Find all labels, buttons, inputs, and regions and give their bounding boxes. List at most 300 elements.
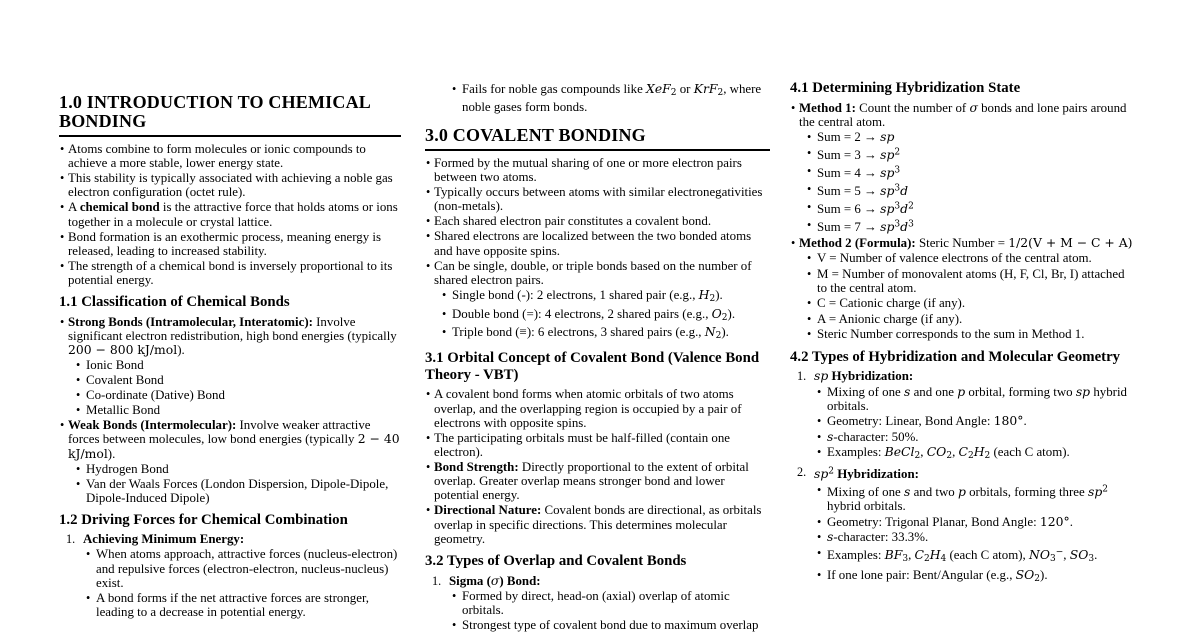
- bullet-item: [59, 358, 401, 372]
- bullet-marker: •: [60, 171, 65, 186]
- text-segment: Examples:: [827, 548, 885, 563]
- item-text: [827, 547, 1098, 565]
- text-segment: or: [676, 81, 694, 96]
- text-segment: Triple bond (≡): 6 electrons, 3 shared pairs (e.g.,: [452, 325, 705, 340]
- bullet-marker: •: [807, 327, 812, 342]
- text-segment: Directional Nature:: [434, 503, 542, 518]
- text-segment: 2: [715, 331, 722, 342]
- text-segment: 120°: [1039, 514, 1070, 529]
- bullet-marker: •: [426, 258, 431, 273]
- item-text: [86, 358, 144, 372]
- list: [59, 532, 401, 619]
- text-segment: -character: 33.3%.: [833, 530, 929, 545]
- item-text: [86, 403, 160, 417]
- item-text: [86, 388, 225, 402]
- bullet-marker: •: [426, 503, 431, 518]
- list: [425, 82, 770, 114]
- subsection-heading: [59, 294, 401, 311]
- bullet-marker: •: [76, 461, 81, 476]
- bullet-marker: •: [817, 414, 822, 429]
- bullet-marker: •: [791, 235, 796, 250]
- text-segment: Can be single, double, or triple bonds based on the number of shared electron pairs.: [434, 258, 752, 287]
- bullet-item: [790, 200, 1135, 217]
- item-text: [817, 312, 962, 326]
- text-segment: Geometry: Linear, Bond Angle:: [827, 414, 994, 429]
- text-segment: 2: [1102, 484, 1108, 495]
- bullet-item: [59, 171, 401, 199]
- text-segment: ,: [920, 445, 927, 460]
- text-segment: Geometry: Trigonal Planar, Bond Angle:: [827, 514, 1040, 529]
- text-segment: Steric Number corresponds to the sum in Method 1.: [817, 327, 1085, 342]
- bullet-item: [790, 312, 1135, 326]
- bullet-marker: •: [452, 617, 457, 632]
- item-text: [799, 101, 1126, 129]
- bullet-marker: •: [442, 287, 447, 302]
- column-1: [59, 93, 401, 620]
- item-text: [86, 462, 169, 476]
- bullet-marker: •: [817, 514, 822, 529]
- text-segment: 4.1 Determining Hybridization State: [790, 80, 1021, 96]
- text-segment: ).: [727, 306, 736, 321]
- text-segment: Strong Bonds (Intramolecular, Interatomic):: [68, 314, 313, 329]
- item-text: [817, 251, 1092, 265]
- item-text: [814, 369, 913, 383]
- text-segment: 2: [914, 451, 921, 462]
- bullet-marker: •: [807, 251, 812, 266]
- item-text: [817, 184, 908, 198]
- text-segment: σ: [969, 100, 978, 115]
- text-segment: Atoms combine to form molecules or ionic compounds to achieve a more stable, lower energy state.: [68, 142, 366, 171]
- bullet-marker: •: [807, 163, 812, 178]
- text-segment: Involve significant electron redistribution, high bond energies (typically: [68, 314, 397, 343]
- subsection-heading: [59, 512, 401, 529]
- bullet-item: [59, 477, 401, 505]
- bullet-marker: •: [60, 258, 65, 273]
- text-segment: bonds and lone pairs around the central atom.: [799, 100, 1127, 129]
- text-segment: sp: [814, 369, 829, 384]
- bullet-marker: •: [426, 430, 431, 445]
- bullet-item: [425, 185, 770, 213]
- bullet-marker: •: [426, 214, 431, 229]
- text-segment: SO: [1069, 548, 1089, 563]
- bullet-item: [59, 315, 401, 358]
- numbered-item: [790, 465, 1135, 482]
- text-segment: Bond Strength:: [434, 460, 519, 475]
- text-segment: Van der Waals Forces (London Dispersion, Dipole-Dipole, Dipole-Induced Dipole): [86, 476, 389, 505]
- text-segment: H: [698, 287, 710, 302]
- item-text: [434, 387, 741, 429]
- text-segment: 2: [670, 87, 677, 98]
- text-segment: Mixing of one: [827, 485, 904, 500]
- bullet-item: [790, 430, 1135, 444]
- text-segment: C: [914, 548, 924, 563]
- text-segment: ).: [177, 343, 185, 358]
- text-segment: Method 1:: [799, 100, 856, 115]
- text-segment: (each C atom).: [990, 445, 1070, 460]
- text-segment: -character: 50%.: [833, 429, 919, 444]
- text-segment: ,: [952, 445, 959, 460]
- text-segment: Method 2 (Formula):: [799, 235, 916, 250]
- bullet-item: [425, 307, 770, 325]
- text-segment: The strength of a chemical bond is inversely proportional to its potential energy.: [68, 258, 393, 288]
- bullet-item: [790, 327, 1135, 341]
- text-segment: Sigma (: [449, 573, 491, 588]
- text-segment: 3: [894, 183, 901, 194]
- text-segment: 180°: [993, 414, 1024, 429]
- bullet-item: [425, 589, 770, 617]
- text-segment: ,: [908, 548, 915, 563]
- item-text: [68, 142, 366, 170]
- text-segment: (each C atom),: [946, 548, 1029, 563]
- item-text: [434, 185, 762, 213]
- text-segment: σ: [490, 573, 500, 588]
- bullet-item: [790, 236, 1135, 250]
- item-text: [814, 467, 919, 481]
- item-text: [96, 591, 369, 619]
- bullet-marker: •: [60, 142, 65, 156]
- text-segment: The participating orbitals must be half-filled (contain one electron).: [434, 430, 731, 460]
- bullet-item: [59, 547, 401, 590]
- text-segment: 3: [894, 165, 901, 176]
- section-heading: [425, 126, 770, 151]
- bullet-marker: •: [60, 314, 65, 329]
- text-segment: C = Cationic charge (if any).: [817, 296, 966, 311]
- bullet-item: [59, 259, 401, 287]
- text-segment: Sum = 5 →: [817, 184, 881, 199]
- item-text: [817, 130, 894, 144]
- bullet-marker: •: [76, 403, 81, 418]
- item-text: [827, 445, 1070, 462]
- item-text: [434, 503, 761, 545]
- text-segment: O: [711, 306, 722, 321]
- text-segment: Hybridization:: [837, 467, 919, 482]
- text-segment: sp: [880, 130, 895, 145]
- item-text: [452, 288, 723, 302]
- text-segment: C: [958, 445, 968, 460]
- bullet-marker: •: [791, 100, 796, 115]
- text-segment: XeF: [646, 81, 671, 96]
- bullet-item: [790, 251, 1135, 265]
- text-segment: 1.2 Driving Forces for Chemical Combination: [59, 511, 348, 528]
- item-text: [817, 296, 965, 310]
- numbered-item: [790, 369, 1135, 383]
- bullet-item: [790, 218, 1135, 235]
- text-segment: Examples:: [827, 445, 885, 460]
- text-segment: hybrid orbitals.: [827, 499, 906, 514]
- item-text: [817, 166, 900, 180]
- item-text: [86, 477, 388, 505]
- column-2: [425, 81, 770, 633]
- bullet-item: [790, 385, 1135, 413]
- item-text: [68, 418, 400, 460]
- bullet-item: [790, 515, 1135, 529]
- text-segment: 3.0 COVALENT BONDING: [425, 125, 646, 145]
- numbered-item: [59, 532, 401, 546]
- bullet-item: [425, 288, 770, 306]
- text-segment: .: [1094, 548, 1098, 563]
- item-text: [434, 156, 742, 184]
- item-text: [96, 547, 397, 589]
- text-segment: sp: [1087, 485, 1103, 500]
- text-segment: M = Number of monovalent atoms (H, F, Cl, Br, I) attached to the central atom.: [817, 266, 1125, 295]
- text-segment: Hydrogen Bond: [86, 461, 169, 476]
- bullet-marker: •: [426, 387, 431, 402]
- bullet-item: [59, 403, 401, 417]
- text-segment: 2: [984, 451, 991, 462]
- bullet-item: [790, 445, 1135, 463]
- bullet-marker: •: [807, 199, 812, 214]
- text-segment: 3: [894, 201, 901, 212]
- text-segment: Count the number of: [855, 100, 970, 115]
- list: [425, 574, 770, 632]
- bullet-item: [425, 431, 770, 459]
- item-text: [434, 214, 711, 228]
- text-segment: Sum = 7 →: [817, 220, 881, 235]
- item-text: [452, 325, 729, 342]
- item-number: 2.: [797, 464, 807, 479]
- text-segment: 3: [894, 219, 901, 230]
- text-segment: Hybridization:: [831, 369, 914, 384]
- bullet-item: [425, 259, 770, 287]
- text-segment: 4.2 Types of Hybridization and Molecular Geometry: [790, 348, 1121, 365]
- text-segment: Strongest type of covalent bond due to maximum overlap: [462, 617, 759, 632]
- bullet-item: [59, 373, 401, 387]
- bullet-marker: •: [817, 482, 822, 497]
- bullet-item: [59, 462, 401, 476]
- item-number: 1.: [797, 369, 807, 384]
- text-segment: 2: [709, 293, 716, 304]
- item-text: [434, 229, 751, 257]
- text-segment: 1.0 INTRODUCTION TO CHEMICAL BONDING: [59, 92, 370, 131]
- text-segment: 2: [946, 451, 953, 462]
- bullet-marker: •: [60, 200, 65, 215]
- list: [425, 387, 770, 546]
- item-text: [827, 530, 928, 544]
- bullet-marker: •: [76, 476, 81, 491]
- list: [790, 369, 1135, 586]
- text-segment: 2: [1034, 573, 1041, 584]
- text-segment: sp: [880, 220, 895, 235]
- text-segment: Co-ordinate (Dative) Bond: [86, 388, 225, 403]
- bullet-marker: •: [76, 373, 81, 388]
- text-segment: and two: [910, 485, 958, 500]
- item-text: [827, 414, 1027, 428]
- item-number: 1.: [66, 532, 76, 547]
- item-text: [827, 430, 919, 444]
- bullet-marker: •: [452, 81, 457, 96]
- subsection-heading: [425, 350, 770, 383]
- item-text: [817, 202, 914, 216]
- bullet-item: [790, 546, 1135, 567]
- bullet-marker: •: [807, 181, 812, 196]
- text-segment: Involve weaker attractive forces between molecules, low bond energies (typically: [68, 418, 371, 447]
- text-segment: CO: [926, 445, 947, 460]
- text-segment: 1.1 Classification of Chemical Bonds: [59, 294, 290, 311]
- bullet-item: [425, 156, 770, 184]
- text-segment: Each shared electron pair constitutes a covalent bond.: [434, 214, 712, 229]
- bullet-marker: •: [426, 460, 431, 475]
- text-segment: 2: [721, 312, 728, 323]
- item-text: [817, 220, 914, 234]
- bullet-marker: •: [807, 145, 812, 160]
- text-segment: Shared electrons are localized between the two bonded atoms and have opposite spins.: [434, 229, 752, 258]
- text-segment: Ionic Bond: [86, 358, 144, 373]
- bullet-item: [425, 82, 770, 114]
- section-heading: [59, 93, 401, 137]
- text-segment: sp: [880, 202, 895, 217]
- bullet-marker: •: [86, 547, 91, 562]
- bullet-marker: •: [426, 156, 431, 170]
- text-segment: Sum = 6 →: [817, 202, 881, 217]
- text-segment: 2: [908, 201, 914, 212]
- bullet-item: [59, 418, 401, 461]
- text-segment: 2: [717, 87, 724, 98]
- text-segment: A bond forms if the net attractive forces are stronger, leading to a decrease in potential energy.: [96, 590, 369, 620]
- text-segment: Weak Bonds (Intermolecular):: [68, 418, 237, 433]
- bullet-marker: •: [817, 445, 822, 460]
- item-text: [827, 385, 1127, 413]
- bullet-item: [59, 200, 401, 228]
- list: [59, 142, 401, 287]
- text-segment: Covalent Bond: [86, 373, 164, 388]
- text-segment: 2: [828, 466, 835, 477]
- bullet-item: [59, 591, 401, 619]
- text-segment: Formed by direct, head-on (axial) overlap of atomic orbitals.: [462, 588, 730, 617]
- item-text: [827, 568, 1048, 582]
- text-segment: .: [1023, 414, 1027, 429]
- text-segment: s: [827, 530, 834, 545]
- item-number: 1.: [432, 573, 442, 588]
- item-text: [817, 148, 900, 162]
- bullet-item: [59, 142, 401, 170]
- bullet-item: [425, 325, 770, 343]
- bullet-marker: •: [817, 530, 822, 545]
- bullet-marker: •: [60, 418, 65, 433]
- text-segment: ).: [1040, 567, 1048, 582]
- bullet-item: [790, 146, 1135, 163]
- text-segment: ).: [721, 325, 729, 340]
- list: [59, 315, 401, 505]
- list: [790, 101, 1135, 342]
- bullet-item: [425, 214, 770, 228]
- item-text: [462, 589, 730, 617]
- text-segment: Steric Number =: [915, 235, 1009, 250]
- text-segment: A: [68, 200, 80, 215]
- subsection-heading: [790, 349, 1135, 366]
- item-text: [68, 230, 381, 258]
- text-segment: KrF: [693, 81, 718, 96]
- item-text: [462, 618, 758, 632]
- text-segment: orbital, forming two: [965, 384, 1076, 399]
- bullet-marker: •: [817, 545, 822, 560]
- text-segment: Sum = 3 →: [817, 148, 881, 163]
- item-text: [449, 574, 541, 588]
- text-segment: ).: [715, 287, 723, 302]
- bullet-marker: •: [86, 590, 91, 605]
- text-segment: s: [903, 485, 911, 500]
- text-segment: p: [957, 485, 966, 500]
- item-text: [827, 515, 1073, 529]
- text-segment: Metallic Bond: [86, 403, 161, 418]
- text-segment: s: [903, 384, 911, 399]
- text-segment: Mixing of one: [827, 384, 904, 399]
- bullet-marker: •: [76, 388, 81, 403]
- text-segment: Sum = 2 →: [817, 130, 881, 145]
- text-segment: 200 − 800 kJ/mol: [68, 343, 178, 358]
- text-segment: 3.2 Types of Overlap and Covalent Bonds: [425, 553, 687, 570]
- bullet-marker: •: [807, 217, 812, 232]
- bullet-item: [790, 530, 1135, 544]
- text-segment: sp: [880, 184, 895, 199]
- item-text: [452, 307, 735, 321]
- text-segment: d: [900, 202, 909, 217]
- text-segment: 3: [1088, 554, 1095, 565]
- text-segment: Bond formation is an exothermic process, meaning energy is released, leading to increased stability.: [68, 229, 382, 258]
- numbered-item: [425, 574, 770, 588]
- text-segment: Achieving Minimum Energy:: [83, 532, 245, 547]
- item-text: [817, 327, 1084, 341]
- bullet-marker: •: [60, 229, 65, 244]
- item-text: [83, 532, 244, 546]
- text-segment: Sum = 4 →: [817, 166, 881, 181]
- text-segment: This stability is typically associated with achieving a noble gas electron configuration (octet rule).: [68, 171, 393, 200]
- bullet-item: [59, 388, 401, 402]
- text-segment: sp: [880, 148, 895, 163]
- bullet-item: [425, 387, 770, 430]
- text-segment: Directly proportional to the extent of orbital overlap. Greater overlap means stronger bond and lower potential energy.: [434, 460, 749, 503]
- text-segment: 3: [1049, 554, 1056, 565]
- bullet-marker: •: [807, 130, 812, 145]
- text-segment: hybrid orbitals.: [827, 384, 1127, 413]
- text-segment: is the attractive force that holds atoms or ions together in a molecule or crystal lattice.: [68, 200, 398, 229]
- text-segment: 3: [902, 554, 909, 565]
- bullet-item: [59, 230, 401, 258]
- text-segment: , where noble gases form bonds.: [462, 81, 762, 114]
- list: [425, 156, 770, 343]
- bullet-marker: •: [807, 266, 812, 281]
- item-text: [462, 82, 761, 114]
- bullet-marker: •: [442, 325, 447, 340]
- text-segment: 2: [968, 451, 974, 462]
- text-segment: Double bond (=): 4 electrons, 2 shared pairs (e.g.,: [452, 306, 712, 321]
- text-segment: V = Number of valence electrons of the central atom.: [817, 251, 1092, 266]
- bullet-marker: •: [452, 588, 457, 603]
- text-segment: BF: [884, 548, 903, 563]
- item-text: [434, 259, 752, 287]
- item-text: [68, 171, 393, 199]
- bullet-marker: •: [76, 358, 81, 373]
- item-text: [799, 236, 1133, 250]
- bullet-item: [425, 618, 770, 632]
- text-segment: 4: [940, 554, 947, 565]
- text-segment: H: [929, 548, 941, 563]
- text-segment: sp: [880, 166, 895, 181]
- text-segment: 3.1 Orbital Concept of Covalent Bond (Valence Bond Theory - VBT): [425, 350, 760, 383]
- text-segment: NO: [1028, 548, 1050, 563]
- bullet-item: [790, 483, 1135, 514]
- bullet-marker: •: [426, 229, 431, 244]
- text-segment: 2 − 40 kJ/mol: [68, 432, 400, 461]
- bullet-item: [790, 164, 1135, 181]
- bullet-item: [790, 414, 1135, 428]
- text-segment: d: [900, 184, 909, 199]
- bullet-marker: •: [817, 429, 822, 444]
- bullet-item: [790, 101, 1135, 129]
- text-segment: and one: [910, 384, 958, 399]
- bullet-item: [425, 229, 770, 257]
- text-segment: −: [1055, 547, 1064, 558]
- bullet-marker: •: [426, 185, 431, 200]
